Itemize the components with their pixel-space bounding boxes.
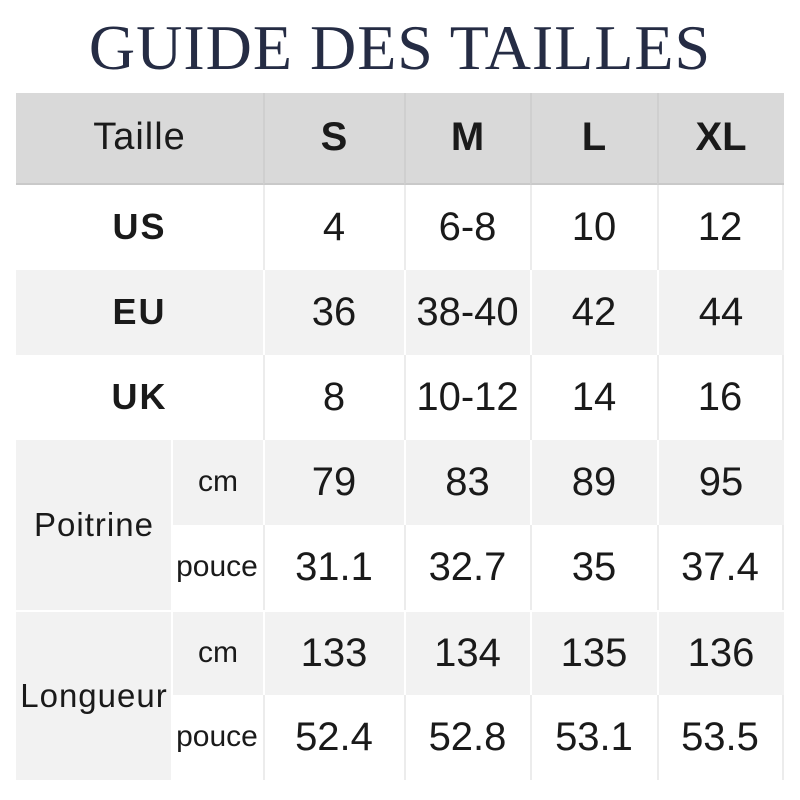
uk-value-xl: 16	[657, 355, 784, 440]
poitrine-pouce-l: 35	[530, 525, 657, 610]
poitrine-pouce-xl: 37.4	[657, 525, 784, 610]
header-cell-size-xl: XL	[657, 93, 784, 185]
eu-value-m: 38-40	[404, 270, 530, 355]
header-row	[16, 93, 783, 185]
longueur-pouce-m: 52.8	[404, 695, 530, 780]
size-guide-table	[16, 93, 783, 780]
row-label-poitrine: Poitrine	[16, 440, 171, 610]
eu-value-l: 42	[530, 270, 657, 355]
poitrine-cm-m: 83	[404, 440, 530, 525]
poitrine-pouce-s: 31.1	[263, 525, 404, 610]
us-value-l: 10	[530, 185, 657, 270]
poitrine-pouce-m: 32.7	[404, 525, 530, 610]
poitrine-unit-pouce: pouce	[171, 525, 262, 610]
us-value-m: 6-8	[404, 185, 530, 270]
row-poitrine-cm	[16, 440, 783, 525]
row-label-eu: EU	[16, 270, 262, 355]
longueur-pouce-xl: 53.5	[657, 695, 784, 780]
uk-value-s: 8	[263, 355, 404, 440]
uk-value-l: 14	[530, 355, 657, 440]
row-eu	[16, 270, 783, 355]
us-value-s: 4	[263, 185, 404, 270]
longueur-pouce-l: 53.1	[530, 695, 657, 780]
longueur-unit-cm: cm	[171, 610, 262, 695]
us-value-xl: 12	[657, 185, 784, 270]
row-label-uk: UK	[16, 355, 262, 440]
poitrine-cm-xl: 95	[657, 440, 784, 525]
row-uk	[16, 355, 783, 440]
uk-value-m: 10-12	[404, 355, 530, 440]
row-longueur-cm	[16, 610, 783, 695]
header-cell-size-s: S	[263, 93, 404, 185]
header-cell-size-l: L	[530, 93, 657, 185]
eu-value-xl: 44	[657, 270, 784, 355]
longueur-pouce-s: 52.4	[263, 695, 404, 780]
size-guide-page	[0, 10, 800, 800]
poitrine-cm-s: 79	[263, 440, 404, 525]
page-title: GUIDE DES TAILLES	[88, 12, 712, 83]
eu-value-s: 36	[263, 270, 404, 355]
poitrine-unit-cm: cm	[171, 440, 262, 525]
longueur-cm-m: 134	[404, 610, 530, 695]
row-label-us: US	[16, 185, 262, 270]
header-cell-size-m: M	[404, 93, 530, 185]
longueur-unit-pouce: pouce	[171, 695, 262, 780]
row-us	[16, 185, 783, 270]
longueur-cm-s: 133	[263, 610, 404, 695]
header-cell-taille: Taille	[16, 93, 262, 185]
poitrine-cm-l: 89	[530, 440, 657, 525]
longueur-cm-l: 135	[530, 610, 657, 695]
row-label-longueur: Longueur	[16, 610, 171, 780]
longueur-cm-xl: 136	[657, 610, 784, 695]
